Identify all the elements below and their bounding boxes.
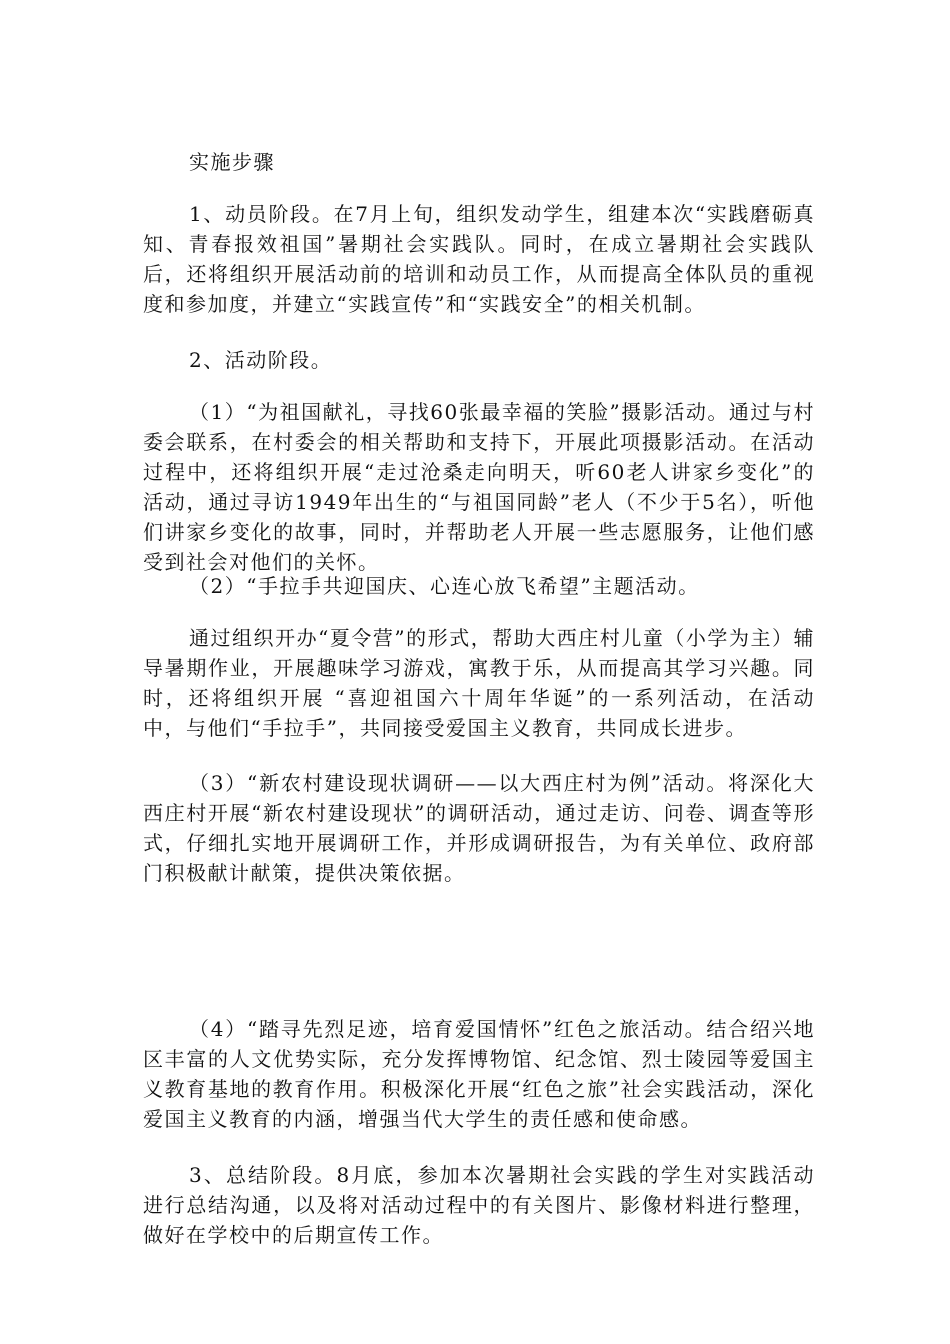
paragraph-theme-activity-title: （2）“手拉手共迎国庆、心连心放飞希望”主题活动。 xyxy=(189,574,700,598)
paragraph-mobilization-stage: 1、动员阶段。在7月上旬，组织发动学生，组建本次“实践磨砺真知、青春报效祖国”暑期社会实践队。同时，在成立暑期社会实践队后，还将组织开展活动前的培训和动员工作，从而提高全体队员的重视度和参加度，并建立“实践宣传”和“实践安全”的相关机制。 xyxy=(143,202,815,316)
paragraph-photography-activity: （1）“为祖国献礼，寻找60张最幸福的笑脸”摄影活动。通过与村委会联系，在村委会的相关帮助和支持下，开展此项摄影活动。在活动过程中，还将组织开展“走过沧桑走向明天，听60老人讲家乡变化”的活动，通过寻访1949年出生的“与祖国同龄”老人（不少于5名），听他们讲家乡变化的故事，同时，并帮助老人开展一些志愿服务，让他们感受到社会对他们的关怀。 xyxy=(143,400,815,574)
paragraph-activity-stage: 2、活动阶段。 xyxy=(189,348,333,372)
paragraph-summer-camp: 通过组织开办“夏令营”的形式，帮助大西庄村儿童（小学为主）辅导暑期作业，开展趣味学习游戏，寓教于乐，从而提高其学习兴趣。同时，还将组织开展 “喜迎祖国六十周年华诞”的一系列活动，在活动中，与他们“手拉手”，共同接受爱国主义教育，共同成长进步。 xyxy=(143,626,815,740)
paragraph-red-tour: （4）“踏寻先烈足迹，培育爱国情怀”红色之旅活动。结合绍兴地区丰富的人文优势实际，充分发挥博物馆、纪念馆、烈士陵园等爱国主义教育基地的教育作用。积极深化开展“红色之旅”社会实践活动，深化爱国主义教育的内涵，增强当代大学生的责任感和使命感。 xyxy=(143,1017,815,1131)
paragraph-summary-stage: 3、总结阶段。8月底，参加本次暑期社会实践的学生对实践活动进行总结沟通，以及将对活动过程中的有关图片、影像材料进行整理，做好在学校中的后期宣传工作。 xyxy=(143,1163,815,1247)
section-heading: 实施步骤 xyxy=(189,150,275,174)
paragraph-rural-research: （3）“新农村建设现状调研——以大西庄村为例”活动。将深化大西庄村开展“新农村建设现状”的调研活动，通过走访、问卷、调查等形式，仔细扎实地开展调研工作，并形成调研报告，为有关单位、政府部门积极献计献策，提供决策依据。 xyxy=(143,771,815,885)
